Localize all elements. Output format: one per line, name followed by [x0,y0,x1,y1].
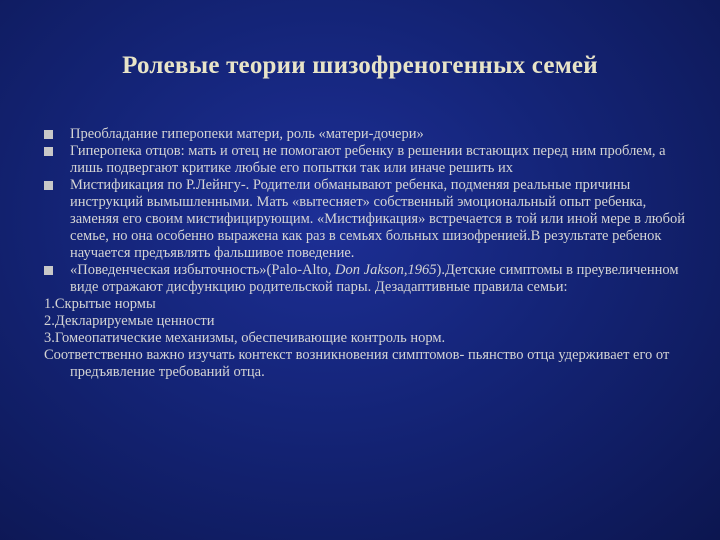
list-line: 1.Скрытые нормы [44,296,156,312]
bullet-item [44,126,690,143]
square-bullet-icon [44,266,53,275]
list-line: 2.Декларируемые ценности [44,313,215,329]
square-bullet-icon [44,147,53,156]
list-line: 3.Гомеопатические механизмы, обеспечивающие контроль норм. [44,330,446,346]
bullet-item [44,143,690,177]
bullet-text: Гиперопека отцов: мать и отец не помогают ребенку в решении встающих перед ним проблем, а лишь подвергают критике любые его попытки так или иначе решить их [70,143,666,176]
square-bullet-icon [44,130,53,139]
square-bullet-icon [44,181,53,190]
conclusion-line: Соответственно важно изучать контекст возникновения симптомов- пьянство отца удерживает его от предъявление требований отца. [44,347,670,380]
bullet-text-part: «Поведенческая избыточность»(Palo-Alto, [70,262,336,278]
slide-title: Ролевые теории шизофреногенных семей [122,52,598,79]
bullet-text-part: ).Детские симптомы в преувеличенном виде отражают дисфункцию родительской пары. Дезадаптивные правила семьи: [70,262,679,295]
bullet-text-italic: Don Jakson,1965 [335,262,437,278]
bullet-item [44,262,690,296]
bullet-text: Мистификация по Р.Лейнгу-. Родители обманывают ребенка, подменяя реальные причины инструкций вымышленными. Мать «вытесняет» собственный эмоциональный опыт ребенка, заменяя его своим мистифицирующим. «Мистификация» встречается в той или иной мере в любой семье, но она особенно выражена как раз в семьях больных шизофренией.В результате ребенок научается предъявлять фальшивое поведение. [70,177,686,261]
slide-content [44,126,690,381]
bullet-text: Преобладание гиперопеки матери, роль «матери-дочери» [70,126,424,142]
bullet-item [44,177,690,262]
